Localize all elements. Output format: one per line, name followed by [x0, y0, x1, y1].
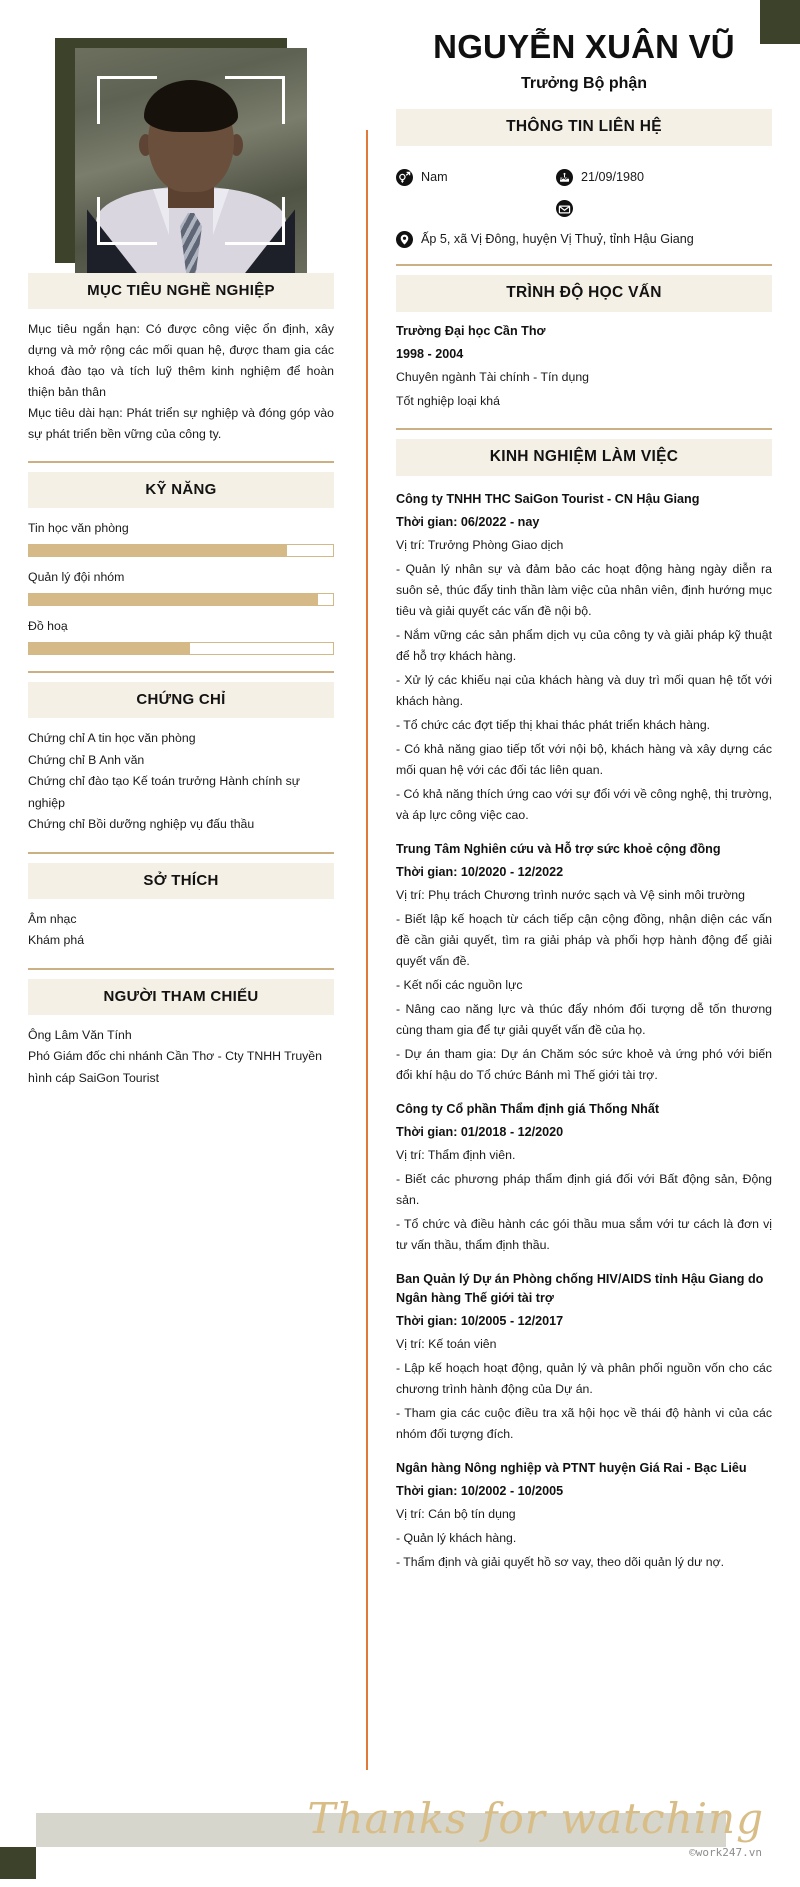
skill-label: Quản lý đội nhóm	[28, 570, 125, 584]
section-references	[28, 968, 334, 1090]
experience-duty: - Nâng cao năng lực và thúc đẩy nhóm đối tượng dễ tốn thương cùng tham gia để tự giải quyết vấn đề của họ.	[396, 1002, 772, 1037]
photo-frame-corner	[97, 197, 100, 245]
column-divider	[366, 130, 368, 1770]
contact-row	[396, 199, 772, 217]
photo-frame-corner	[282, 197, 285, 245]
objective-body	[28, 319, 334, 445]
section-title-references: NGƯỜI THAM CHIẾU	[28, 979, 334, 1015]
experience-duty: - Kết nối các nguồn lực	[396, 978, 523, 992]
skill-item	[28, 570, 334, 606]
contact-birthday	[556, 168, 644, 186]
experience-list	[396, 490, 772, 1573]
experience-time: Thời gian: 10/2002 - 10/2005	[396, 1484, 564, 1498]
photo-frame-corner	[225, 76, 285, 79]
experience-entry	[396, 1100, 772, 1256]
experience-entry	[396, 1459, 772, 1573]
experience-time: Thời gian: 10/2020 - 12/2022	[396, 865, 564, 879]
section-title-skills: KỸ NĂNG	[28, 472, 334, 508]
hobby-item: Âm nhạc	[28, 911, 77, 926]
skills-list	[28, 521, 334, 655]
objective-short-term: Mục tiêu ngắn hạn: Có được công việc ổn định, xây dựng và mở rộng các mối quan hệ, được tham gia các khoá đào tạo và tích luỹ thêm kinh nghiệm để hoàn thiện bản thân	[28, 322, 334, 399]
contact-address	[396, 230, 694, 248]
education-major: Chuyên ngành Tài chính - Tín dụng	[396, 370, 590, 384]
portrait-hair	[144, 80, 238, 132]
thanks-text: Thanks for watching	[307, 1794, 764, 1843]
contact-row	[396, 168, 772, 186]
contact-list	[396, 168, 772, 248]
experience-company: Công ty Cổ phần Thẩm định giá Thống Nhất	[396, 1102, 660, 1116]
job-title: Trưởng Bộ phận	[520, 75, 648, 92]
certificate-item: Chứng chỉ A tin học văn phòng	[28, 731, 196, 745]
section-rule	[396, 428, 772, 430]
photo-frame-corner	[97, 76, 157, 79]
section-hobbies	[28, 852, 334, 952]
address-value: Ấp 5, xã Vị Đông, huyện Vị Thuỷ, tỉnh Hậu Giang	[421, 232, 694, 246]
section-rule	[28, 671, 334, 673]
education-result: Tốt nghiệp loại khá	[396, 394, 500, 408]
footer-edge	[0, 1879, 800, 1887]
experience-company: Ngân hàng Nông nghiệp và PTNT huyện Giá Rai - Bạc Liêu	[396, 1461, 747, 1475]
portrait-collar-left	[153, 189, 169, 235]
section-rule	[28, 968, 334, 970]
section-title-certificates: CHỨNG CHỈ	[28, 682, 334, 718]
section-objective	[28, 273, 334, 445]
experience-duty: - Tổ chức và điều hành các gói thầu mua sắm với tư cách là đơn vị tư vấn thầu, thẩm định thầu.	[396, 1217, 772, 1252]
hobby-item: Khám phá	[28, 933, 85, 947]
bottom-spacer	[396, 1573, 772, 1693]
skill-bar-fill	[29, 643, 190, 654]
education-years: 1998 - 2004	[396, 347, 464, 361]
section-rule	[28, 852, 334, 854]
experience-position: Vị trí: Cán bộ tín dụng	[396, 1507, 516, 1521]
profile-photo	[55, 38, 307, 273]
section-title-education: TRÌNH ĐỘ HỌC VẤN	[396, 275, 772, 312]
photo-image	[75, 48, 307, 273]
section-title-contact: THÔNG TIN LIÊN HỆ	[396, 109, 772, 146]
experience-entry	[396, 840, 772, 1086]
section-skills	[28, 461, 334, 655]
experience-company: Công ty TNHH THC SaiGon Tourist - CN Hậu Giang	[396, 492, 700, 506]
section-title-experience: KINH NGHIỆM LÀM VIỆC	[396, 439, 772, 476]
experience-entry	[396, 1270, 772, 1445]
experience-time: Thời gian: 01/2018 - 12/2020	[396, 1125, 564, 1139]
location-pin-icon	[396, 231, 413, 248]
certificates-list	[28, 728, 334, 836]
experience-duty: - Tổ chức các đợt tiếp thị khai thác phát triển khách hàng.	[396, 718, 711, 732]
experience-time: Thời gian: 10/2005 - 12/2017	[396, 1314, 564, 1328]
birthday-cake-icon	[556, 169, 573, 186]
section-education	[396, 264, 772, 412]
experience-duty: - Quản lý khách hàng.	[396, 1531, 517, 1545]
experience-position: Vị trí: Thẩm định viên.	[396, 1148, 516, 1162]
experience-company: Trung Tâm Nghiên cứu và Hỗ trợ sức khoẻ cộng đồng	[396, 842, 721, 856]
section-contact	[396, 109, 772, 248]
experience-entry	[396, 490, 772, 826]
experience-duty: - Lập kế hoạch hoạt động, quản lý và phân phối nguồn vốn cho các chương trình hành động của Dự án.	[396, 1361, 772, 1396]
section-experience	[396, 428, 772, 1573]
experience-position: Vị trí: Kế toán viên	[396, 1337, 497, 1351]
section-title-hobbies: SỞ THÍCH	[28, 863, 334, 899]
certificate-item: Chứng chỉ Bồi dưỡng nghiệp vụ đấu thầu	[28, 817, 255, 831]
contact-email	[556, 199, 581, 217]
experience-duty: - Nắm vững các sản phẩm dịch vụ của công ty và giải pháp kỹ thuật để hỗ trợ khách hàng.	[396, 628, 772, 663]
sidebar-column	[0, 0, 362, 1089]
birthday-value: 21/09/1980	[581, 170, 645, 184]
experience-duty: - Có khả năng giao tiếp tốt với nội bộ, khách hàng và xây dựng các mối quan hệ với các đối tác liên quan.	[396, 742, 772, 777]
skill-label: Đồ hoạ	[28, 619, 68, 633]
experience-position: Vị trí: Trưởng Phòng Giao dịch	[396, 538, 564, 552]
experience-duty: - Xử lý các khiếu nại của khách hàng và duy trì mối quan hệ tốt với khách hàng.	[396, 673, 772, 708]
skill-bar-track	[28, 642, 334, 655]
contact-gender	[396, 168, 556, 186]
skill-item	[28, 521, 334, 557]
experience-duty: - Tham gia các cuộc điều tra xã hội học về thái độ hành vi của các nhóm đối tượng đích.	[396, 1406, 772, 1441]
contact-row	[396, 230, 772, 248]
hobbies-list	[28, 909, 334, 952]
skill-label: Tin học văn phòng	[28, 521, 129, 535]
experience-duty: - Biết lập kế hoạch từ cách tiếp cận cộng đồng, nhận diện các vấn đề cần giải quyết, tìm ra giải pháp và phối hợp hành động để giải quyết vấn đề.	[396, 912, 772, 968]
main-column	[370, 0, 800, 1693]
photo-frame-corner	[282, 76, 285, 124]
page-title: NGUYỄN XUÂN VŨ	[433, 28, 735, 65]
photo-frame-corner	[97, 76, 100, 124]
experience-duty: - Thẩm định và giải quyết hồ sơ vay, theo dõi quản lý dư nợ.	[396, 1555, 725, 1569]
certificate-item: Chứng chỉ B Anh văn	[28, 752, 145, 767]
gender-icon	[396, 169, 413, 186]
portrait-collar-right	[213, 189, 229, 235]
certificate-item: Chứng chỉ đào tạo Kế toán trưởng Hành chính sự nghiệp	[28, 774, 301, 810]
skill-bar-track	[28, 544, 334, 557]
objective-long-term: Mục tiêu dài hạn: Phát triển sự nghiệp và đóng góp vào sự phát triển bền vững của công ty.	[28, 406, 334, 441]
photo-frame-corner	[225, 242, 285, 245]
skill-bar-track	[28, 593, 334, 606]
section-certificates	[28, 671, 334, 836]
gender-value: Nam	[421, 170, 448, 184]
skill-bar-fill	[29, 545, 287, 556]
credit-watermark: ©work247.vn	[689, 1846, 762, 1859]
experience-company: Ban Quản lý Dự án Phòng chống HIV/AIDS tỉnh Hậu Giang do Ngân hàng Thế giới tài trợ	[396, 1272, 764, 1305]
experience-duty: - Dự án tham gia: Dự án Chăm sóc sức khoẻ và ứng phó với biến đổi khí hậu do Tổ chức Bánh mì Thế giới tài trợ.	[396, 1047, 772, 1082]
experience-duty: - Quản lý nhân sự và đảm bảo các hoạt động hàng ngày diễn ra suôn sẻ, thúc đẩy tinh thần làm việc của nhân viên, định hướng mục tiêu và giải quyết các vấn đề nội bộ.	[396, 562, 772, 618]
section-title-objective: MỤC TIÊU NGHỀ NGHIỆP	[28, 273, 334, 309]
reference-detail: Phó Giám đốc chi nhánh Cần Thơ - Cty TNHH Truyền hình cáp SaiGon Tourist	[28, 1049, 322, 1085]
skill-bar-fill	[29, 594, 318, 605]
email-icon	[556, 200, 573, 217]
section-rule	[28, 461, 334, 463]
skill-item	[28, 619, 334, 655]
experience-time: Thời gian: 06/2022 - nay	[396, 515, 540, 529]
experience-duty: - Có khả năng thích ứng cao với sự đổi với về công nghệ, thị trường, và áp lực công việc cao.	[396, 787, 772, 822]
experience-position: Vị trí: Phụ trách Chương trình nước sạch và Vệ sinh môi trường	[396, 888, 745, 902]
education-school: Trường Đại học Cần Thơ	[396, 324, 546, 338]
reference-name: Ông Lâm Văn Tính	[28, 1027, 132, 1042]
photo-frame-corner	[97, 242, 157, 245]
section-rule	[396, 264, 772, 266]
experience-duty: - Biết các phương pháp thẩm định giá đối với Bất động sản, Động sản.	[396, 1172, 772, 1207]
